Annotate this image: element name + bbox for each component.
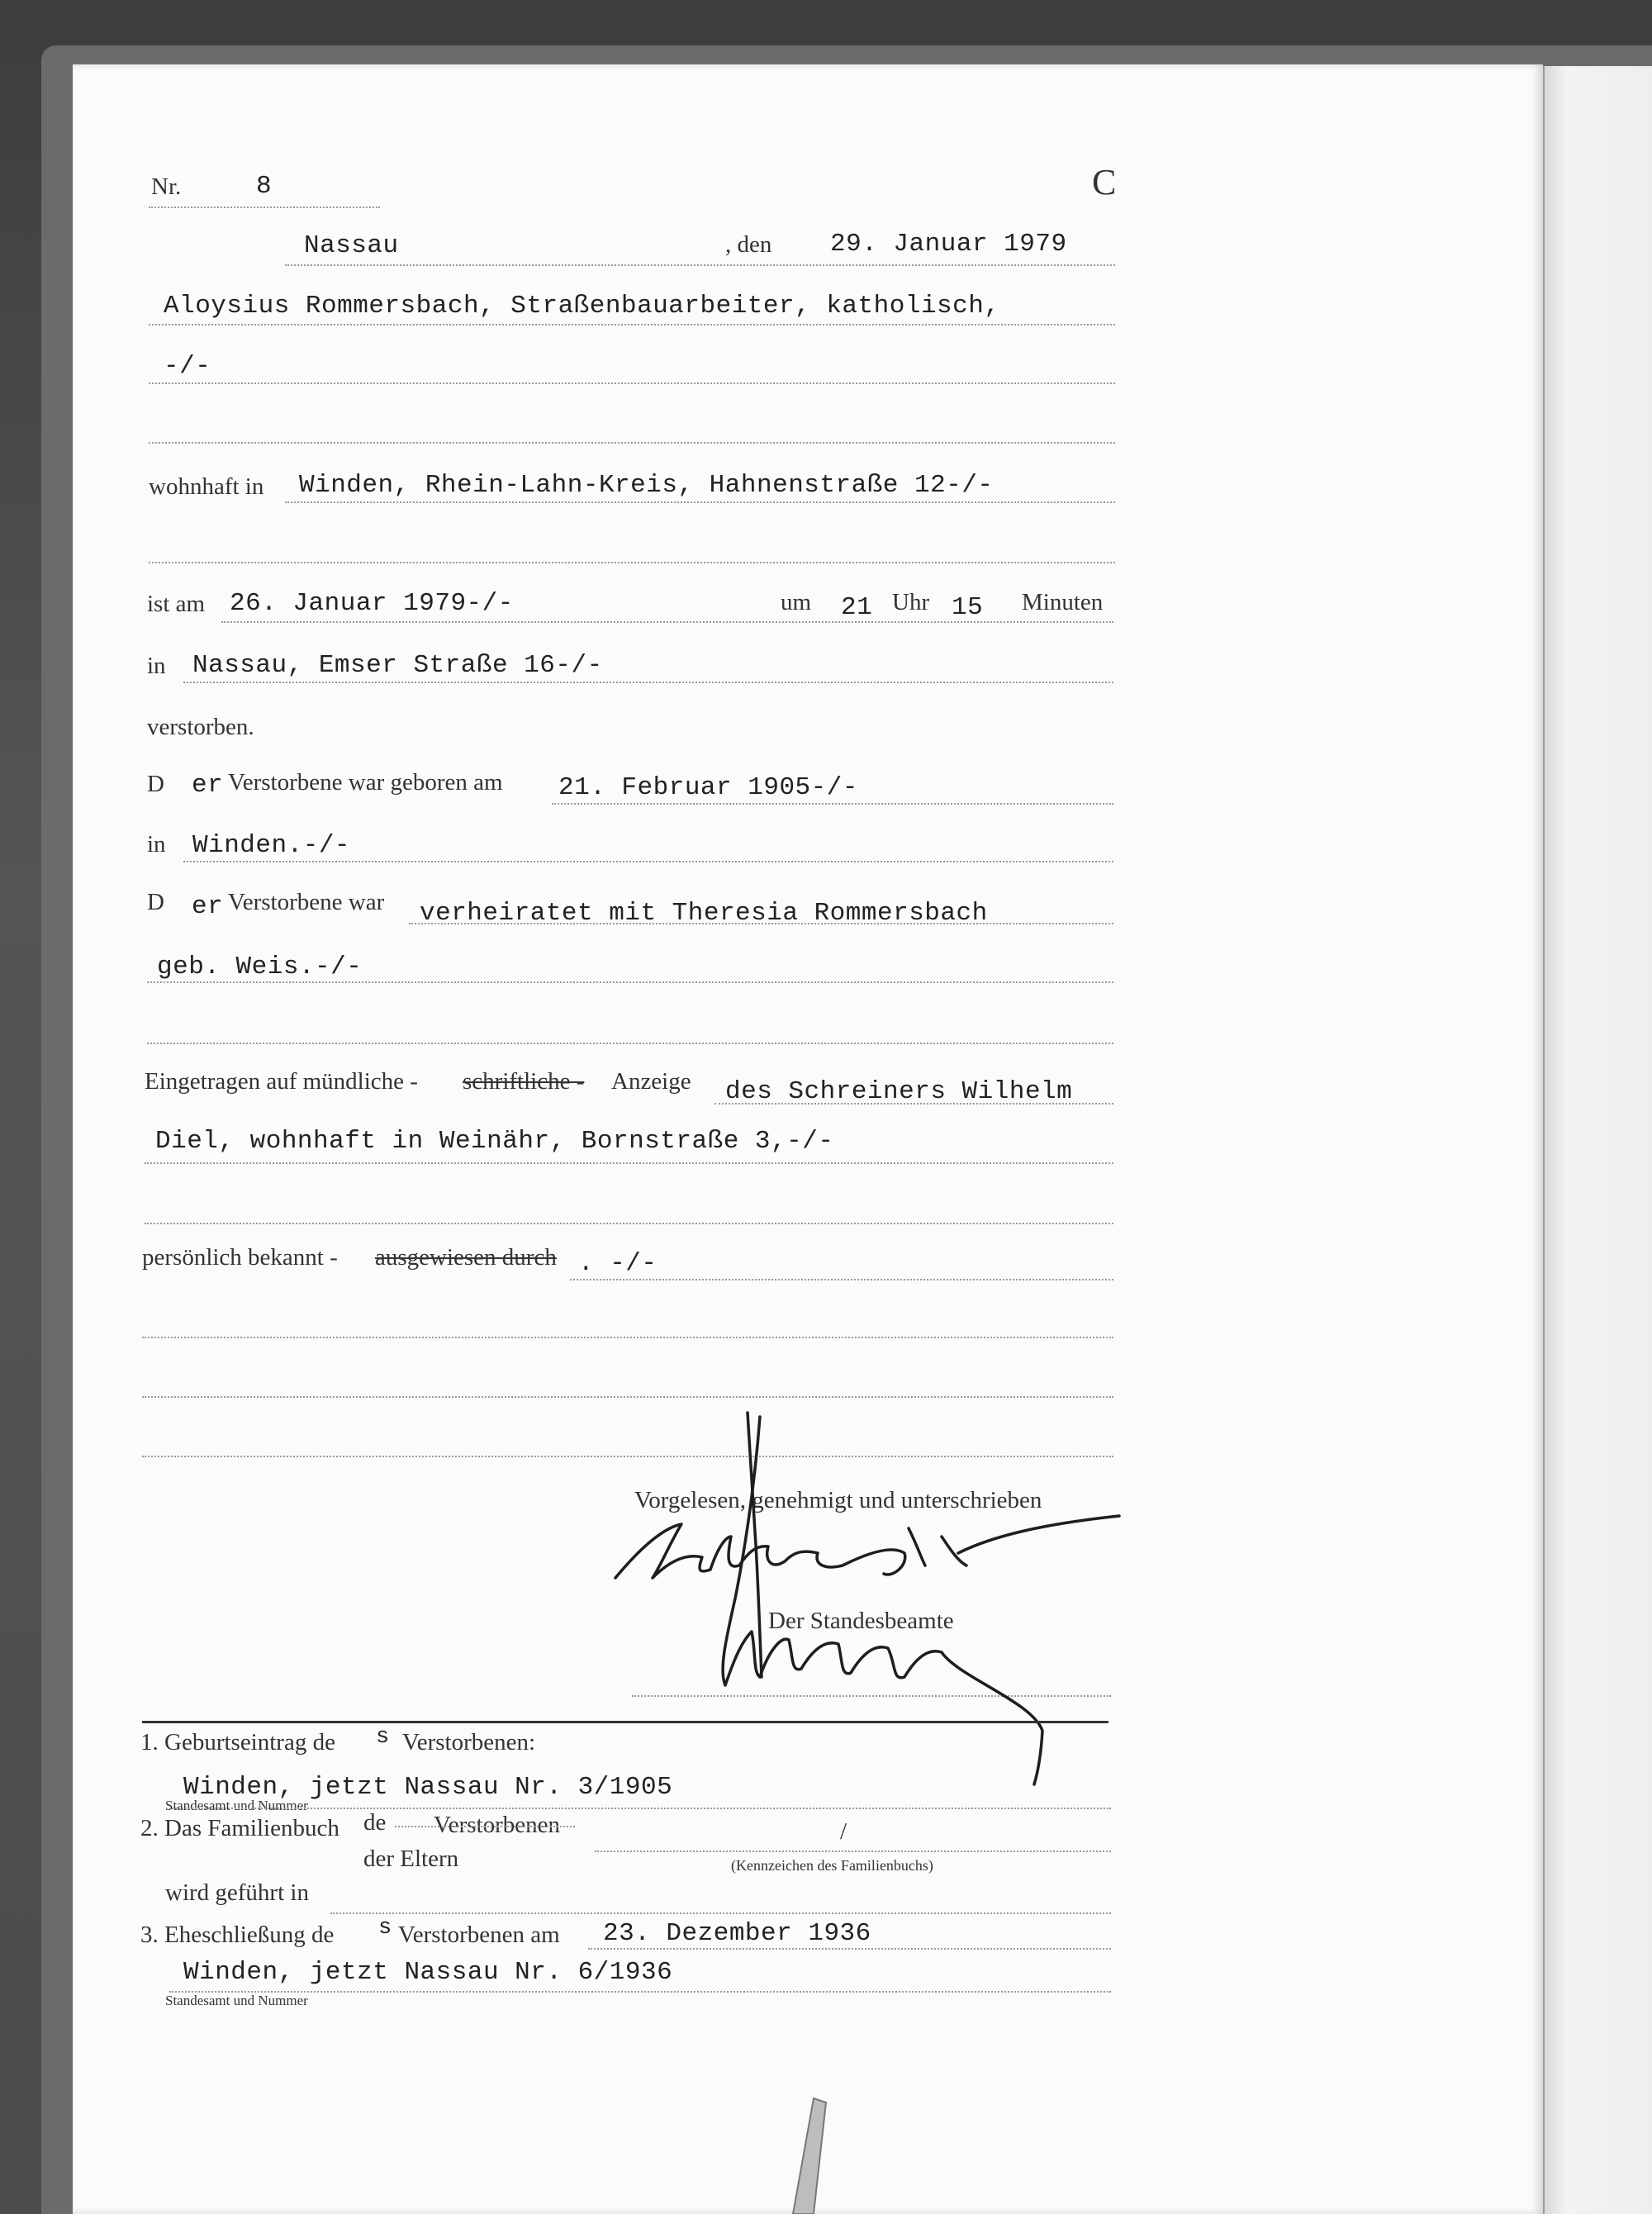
verstorbene-war-label: Verstorbene war xyxy=(228,889,385,915)
ist-am-label: ist am xyxy=(147,591,206,617)
birth-in-label: in xyxy=(147,831,166,858)
item2-label: 2. Das Familienbuch xyxy=(140,1815,339,1841)
date-value: 29. Januar 1979 xyxy=(830,230,1067,259)
struck-ausgewiesen: ausgewiesen durch xyxy=(375,1244,557,1271)
place-value: Nassau xyxy=(304,231,399,260)
item3-suffix: Verstorbenen am xyxy=(398,1922,560,1948)
birth-d-label: D xyxy=(147,771,164,797)
geboren-label: Verstorbene war geboren am xyxy=(228,769,503,796)
bookmark-pin-shape xyxy=(793,2098,826,2214)
item2-eltern: der Eltern xyxy=(363,1846,459,1872)
marriage-er-value: er xyxy=(192,892,224,921)
birth-place: Winden.-/- xyxy=(192,831,351,860)
nr-label: Nr. xyxy=(151,173,182,200)
death-place: Nassau, Emser Straße 16-/- xyxy=(192,651,603,680)
den-label: , den xyxy=(725,231,772,258)
item3-sup: s xyxy=(378,1916,392,1941)
declarant-line2: -/- xyxy=(164,352,211,381)
um-label: um xyxy=(781,589,812,615)
item1-suffix: Verstorbenen: xyxy=(402,1729,536,1756)
birth-date: 21. Februar 1905-/- xyxy=(558,773,858,802)
item3-value: Winden, jetzt Nassau Nr. 6/1936 xyxy=(183,1958,673,1987)
uhr-label: Uhr xyxy=(892,589,930,615)
anzeige-label: Anzeige xyxy=(611,1068,691,1095)
vorgelesen-label: Vorgelesen, genehmigt und unterschrieben xyxy=(634,1487,1042,1513)
item3-label: 3. Eheschließung de xyxy=(140,1922,335,1948)
item1-sup: s xyxy=(376,1725,390,1750)
death-hour: 21 xyxy=(841,593,873,622)
birth-er-value: er xyxy=(192,771,224,800)
death-in-label: in xyxy=(147,653,166,679)
item1-value: Winden, jetzt Nassau Nr. 3/1905 xyxy=(183,1773,673,1802)
struck-schriftliche: schriftliche - xyxy=(463,1068,585,1095)
declarant-line1: Aloysius Rommersbach, Straßenbauarbeiter, katholisch, xyxy=(164,292,1000,321)
marital-status: verheiratet mit Theresia Rommersbach xyxy=(420,899,988,928)
item2-slash: / xyxy=(840,1818,847,1845)
minuten-label: Minuten xyxy=(1022,589,1104,615)
eingetragen-label: Eingetragen auf mündliche - xyxy=(145,1068,418,1095)
register-letter: C xyxy=(1092,162,1117,202)
bekannt-value: . -/- xyxy=(578,1249,657,1278)
kennzeichen-label: (Kennzeichen des Familienbuchs) xyxy=(731,1857,933,1874)
standesbeamte-label: Der Standesbeamte xyxy=(768,1608,954,1634)
informant-line1: des Schreiners Wilhelm xyxy=(725,1077,1073,1106)
wohnhaft-label: wohnhaft in xyxy=(149,473,264,500)
death-date: 26. Januar 1979-/- xyxy=(230,589,514,618)
marriage-d-label: D xyxy=(147,889,164,915)
standesamt-label-3: Standesamt und Nummer xyxy=(165,1993,308,2008)
item2-de: de xyxy=(363,1809,387,1836)
item3-date: 23. Dezember 1936 xyxy=(603,1919,871,1948)
informant-line2: Diel, wohnhaft in Weinähr, Bornstraße 3,-/- xyxy=(155,1127,834,1156)
wird-gefuehrt-label: wird geführt in xyxy=(165,1879,309,1906)
death-minutes: 15 xyxy=(952,593,984,622)
nr-value: 8 xyxy=(256,172,273,201)
bekannt-label: persönlich bekannt - xyxy=(142,1244,338,1271)
marriage-line2: geb. Weis.-/- xyxy=(157,953,363,981)
standesamt-label-1: Standesamt und Nummer xyxy=(165,1798,308,1813)
verstorben-label: verstorben. xyxy=(147,714,254,740)
item1-label: 1. Geburtseintrag de xyxy=(140,1729,335,1756)
item2-verstorbenen: Verstorbenen xyxy=(434,1812,561,1838)
address-value: Winden, Rhein-Lahn-Kreis, Hahnenstraße 12-/- xyxy=(299,471,994,500)
